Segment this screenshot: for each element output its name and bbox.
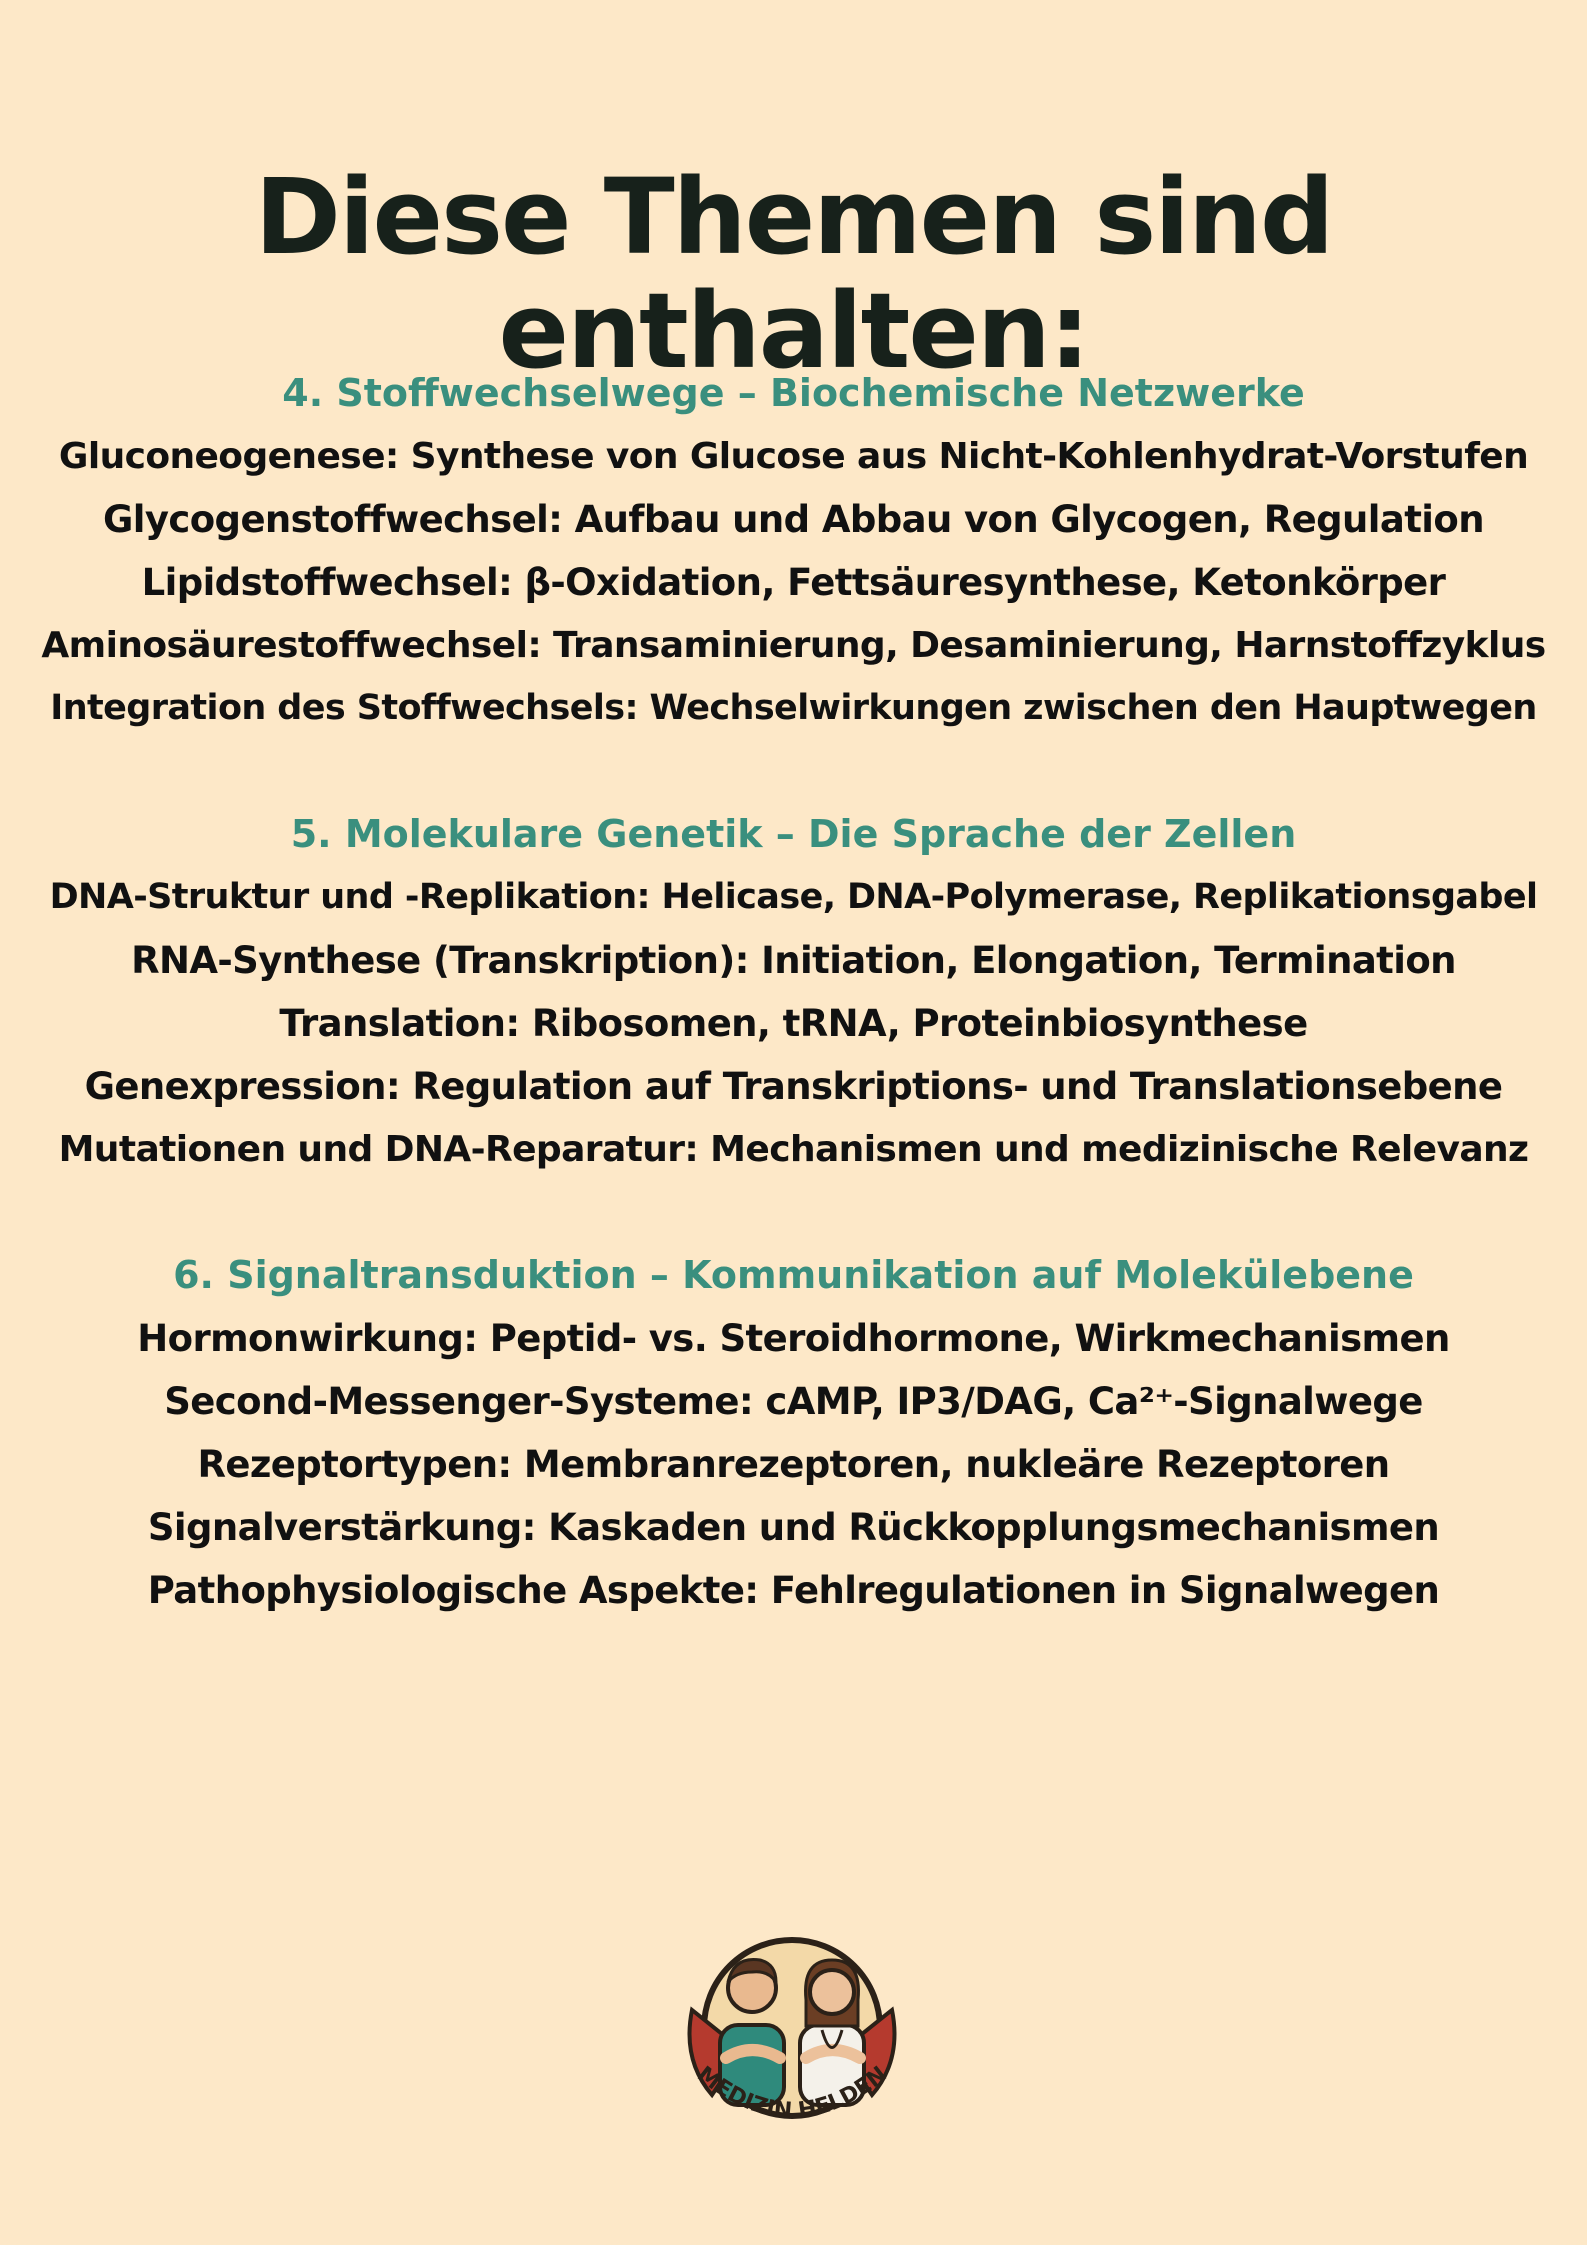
section-heading: 5. Molekulare Genetik – Die Sprache der Zellen [290, 812, 1297, 856]
topic-line: Mutationen und DNA-Reparatur: Mechanismen und medizinische Relevanz [58, 1129, 1529, 1170]
topic-line: Translation: Ribosomen, tRNA, Proteinbiosynthese [279, 1002, 1308, 1045]
section-heading: 6. Signaltransduktion – Kommunikation auf Molekülebene [173, 1253, 1414, 1297]
page-title: Diese Themen sind enthalten: [254, 156, 1333, 393]
topic-line: Integration des Stoffwechsels: Wechselwirkungen zwischen den Hauptwegen [50, 688, 1537, 728]
topic-line: Second-Messenger-Systeme: cAMP, IP3/DAG, Ca²⁺-Signalwege [164, 1380, 1423, 1423]
topic-line: Genexpression: Regulation auf Transkriptions- und Translationsebene [84, 1065, 1503, 1108]
topic-line: Pathophysiologische Aspekte: Fehlregulationen in Signalwegen [147, 1569, 1440, 1612]
topic-line: Gluconeogenese: Synthese von Glucose aus Nicht-Kohlenhydrat-Vorstufen [58, 436, 1529, 477]
topic-line: RNA-Synthese (Transkription): Initiation, Elongation, Termination [131, 939, 1456, 982]
topic-line: Lipidstoffwechsel: β-Oxidation, Fettsäuresynthese, Ketonkörper [141, 561, 1446, 604]
topic-line: Rezeptortypen: Membranrezeptoren, nukleäre Rezeptoren [197, 1443, 1390, 1486]
topic-section-4 [40, 362, 1547, 740]
topic-line: Signalverstärkung: Kaskaden und Rückkopplungsmechanismen [147, 1506, 1440, 1549]
medizin-helden-logo [672, 1930, 912, 2150]
topic-section-6 [40, 1244, 1547, 1622]
topic-section-5 [40, 803, 1547, 1181]
topic-line: DNA-Struktur und -Replikation: Helicase, DNA-Polymerase, Replikationsgabel [49, 877, 1538, 917]
topic-line: Aminosäurestoffwechsel: Transaminierung, Desaminierung, Harnstoffzyklus [41, 625, 1546, 666]
topic-line: Hormonwirkung: Peptid- vs. Steroidhormone, Wirkmechanismen [137, 1317, 1450, 1360]
logo-text: MEDIZIN HELDEN [692, 2061, 892, 2124]
section-heading: 4. Stoffwechselwege – Biochemische Netzwerke [282, 371, 1305, 415]
topic-line: Glycogenstoffwechsel: Aufbau und Abbau von Glycogen, Regulation [103, 498, 1484, 541]
